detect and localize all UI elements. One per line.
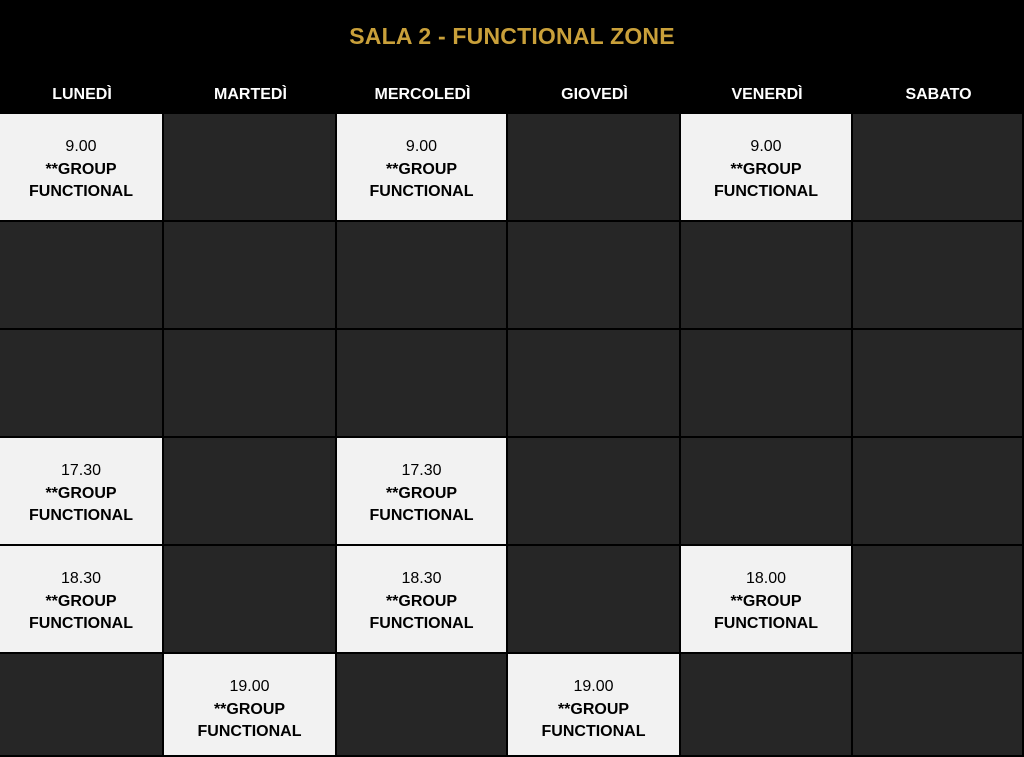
- class-time: 19.00: [229, 678, 270, 695]
- class-time: 9.00: [750, 138, 782, 155]
- class-time: 9.00: [405, 138, 438, 155]
- class-slot: [337, 546, 508, 654]
- empty-slot: [508, 114, 681, 222]
- class-name-line2: FUNCTIONAL: [29, 183, 133, 200]
- day-header-saturday: SABATO: [905, 86, 972, 103]
- class-time: 18.30: [401, 570, 442, 587]
- day-header-thursday: GIOVEDÌ: [561, 86, 628, 103]
- empty-slot: [164, 114, 337, 222]
- class-name-line2: FUNCTIONAL: [714, 183, 818, 200]
- class-name-line1: **GROUP: [385, 592, 458, 610]
- class-name-line2: FUNCTIONAL: [369, 183, 474, 200]
- class-name-line1: **GROUP: [45, 160, 117, 178]
- class-slot: [681, 114, 853, 222]
- empty-slot: [0, 330, 164, 438]
- class-name-line1: **GROUP: [385, 484, 458, 502]
- class-name-line2: FUNCTIONAL: [714, 615, 818, 632]
- empty-slot: [0, 222, 164, 330]
- class-time: 19.00: [573, 678, 614, 695]
- empty-slot: [508, 438, 681, 546]
- day-header-row: [0, 76, 1024, 114]
- empty-slot: [853, 330, 1024, 438]
- class-time: 18.00: [745, 570, 787, 587]
- day-header-wednesday: MERCOLEDÌ: [374, 86, 471, 103]
- empty-slot: [853, 114, 1024, 222]
- class-name-line1: **GROUP: [45, 484, 117, 502]
- class-name-line1: **GROUP: [213, 700, 286, 718]
- empty-slot: [508, 546, 681, 654]
- class-slot: [508, 654, 681, 757]
- class-slot: [681, 546, 853, 654]
- empty-slot: [164, 222, 337, 330]
- class-slot: [0, 114, 164, 222]
- class-name-line2: FUNCTIONAL: [369, 507, 474, 524]
- class-slot: [0, 438, 164, 546]
- empty-slot: [337, 222, 508, 330]
- empty-slot: [681, 438, 853, 546]
- class-slot: [0, 546, 164, 654]
- empty-slot: [853, 654, 1024, 757]
- empty-slot: [681, 222, 853, 330]
- empty-slot: [164, 330, 337, 438]
- empty-slot: [853, 222, 1024, 330]
- class-time: 17.30: [401, 462, 442, 479]
- class-name-line2: FUNCTIONAL: [369, 615, 474, 632]
- empty-slot: [681, 654, 853, 757]
- class-name-line2: FUNCTIONAL: [29, 615, 133, 632]
- class-time: 18.30: [60, 570, 102, 587]
- class-name-line2: FUNCTIONAL: [197, 723, 302, 740]
- class-slot: [337, 114, 508, 222]
- day-header-monday: LUNEDÌ: [52, 86, 112, 103]
- class-name-line1: **GROUP: [45, 592, 117, 610]
- schedule-title: SALA 2 - FUNCTIONAL ZONE: [349, 22, 675, 49]
- empty-slot: [508, 330, 681, 438]
- empty-slot: [853, 546, 1024, 654]
- empty-slot: [853, 438, 1024, 546]
- empty-slot: [337, 654, 508, 757]
- class-time: 9.00: [65, 138, 97, 155]
- class-time: 17.30: [60, 462, 102, 479]
- class-slot: [337, 438, 508, 546]
- empty-slot: [164, 546, 337, 654]
- class-name-line1: **GROUP: [557, 700, 630, 718]
- class-name-line2: FUNCTIONAL: [29, 507, 133, 524]
- day-header-tuesday: MARTEDÌ: [214, 86, 287, 103]
- empty-slot: [337, 330, 508, 438]
- day-header-friday: VENERDÌ: [731, 86, 803, 103]
- schedule-grid: [0, 114, 1024, 757]
- empty-slot: [508, 222, 681, 330]
- empty-slot: [0, 654, 164, 757]
- class-name-line1: **GROUP: [730, 592, 802, 610]
- class-slot: [164, 654, 337, 757]
- empty-slot: [681, 330, 853, 438]
- empty-slot: [164, 438, 337, 546]
- class-name-line1: **GROUP: [730, 160, 802, 178]
- class-name-line1: **GROUP: [385, 160, 458, 178]
- class-name-line2: FUNCTIONAL: [541, 723, 646, 740]
